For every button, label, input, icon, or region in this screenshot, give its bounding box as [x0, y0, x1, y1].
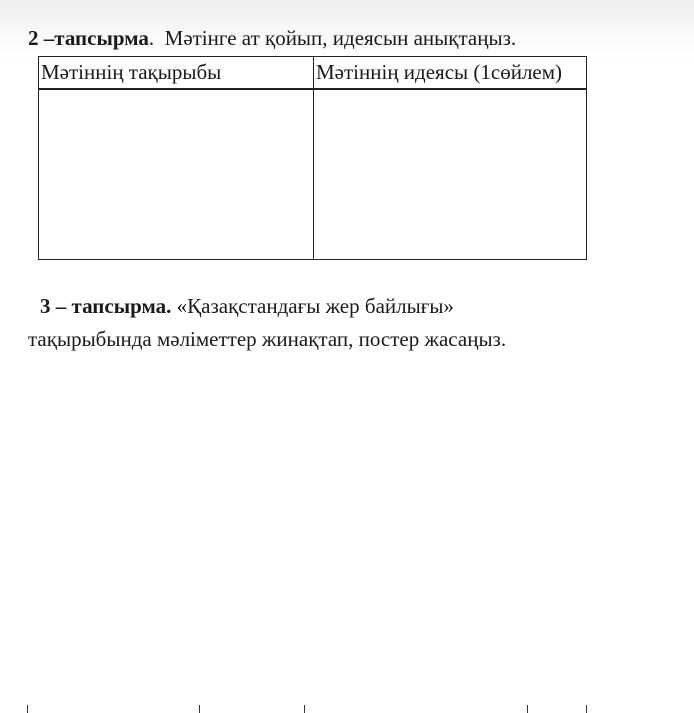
answer-table-header-row: [39, 57, 587, 90]
ruler-tick: [304, 705, 305, 713]
ruler-tick: [527, 705, 528, 713]
task-3-heading: [40, 294, 454, 318]
ruler-tick: [586, 705, 587, 713]
task-3-label: 3 – тапсырма.: [40, 294, 172, 318]
ruler-tick: [199, 705, 200, 713]
answer-table: [38, 56, 587, 260]
task-3-instruction-line1: «Қазақстандағы жер байлығы»: [171, 294, 454, 318]
answer-table-row: [39, 89, 587, 260]
task-3-instruction-line2: тақырыбында мәліметтер жинақтап, постер жасаңыз.: [28, 327, 507, 351]
header-text-idea: Мәтіннің идеясы (1сөйлем): [314, 57, 587, 90]
answer-cell-idea[interactable]: [314, 89, 587, 260]
task-2-period: .: [148, 26, 155, 50]
answer-cell-topic[interactable]: [39, 89, 314, 260]
task-2-instruction: Мәтінге ат қойып, идеясын анықтаңыз.: [154, 26, 517, 50]
header-text-topic: Мәтіннің тақырыбы: [39, 57, 314, 90]
task-2-label: 2 –тапсырма: [28, 26, 149, 50]
ruler-tick: [27, 705, 28, 713]
task-2-heading: [28, 26, 516, 50]
